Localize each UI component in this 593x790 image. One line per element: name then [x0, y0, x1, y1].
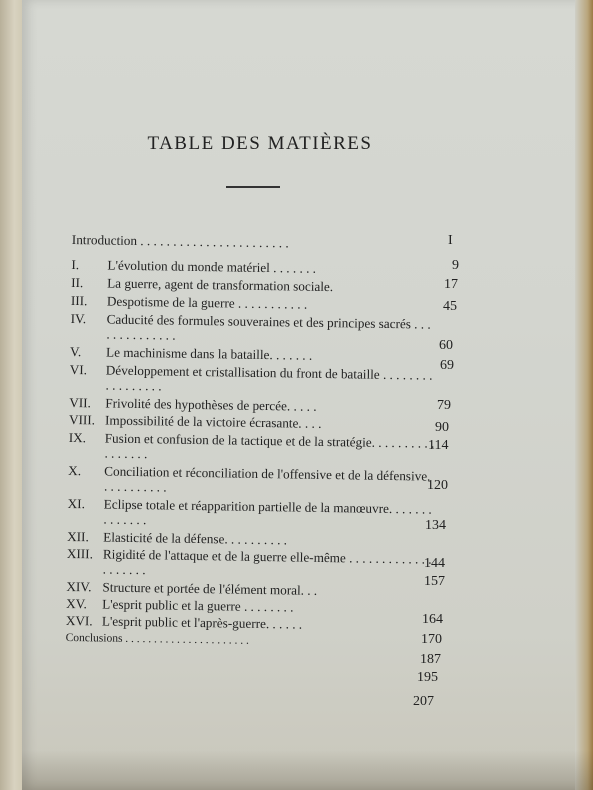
table-of-contents [65, 232, 437, 652]
toc-page-number: 207 [413, 694, 434, 709]
toc-entry [70, 311, 436, 347]
toc-entry-number: IV. [70, 310, 87, 327]
toc-entry-text: Despotisme de la guerre . . . . . . . . . . . [106, 293, 308, 312]
toc-entry [71, 275, 437, 296]
toc-entry-text: Caducité des formules souveraines et des principes sacrés . . . . . . . . . . . . . . [106, 311, 431, 343]
toc-entry [68, 430, 434, 466]
toc-page-number: 9 [452, 258, 459, 273]
toc-entry-text: La guerre, agent de transformation sociale. [107, 275, 334, 295]
toc-entry-text: Introduction . . . . . . . . . . . . . . . . . . . . . . . [71, 232, 289, 251]
toc-entry-number: XII. [67, 528, 89, 545]
toc-entry-number: XVI. [65, 612, 93, 629]
toc-entry [68, 463, 434, 499]
toc-entry-text: Conciliation et réconciliation de l'offensive et de la défensive. . . . . . . . . . . [103, 463, 431, 495]
page-edge [575, 0, 593, 790]
toc-entry-text: Conclusions . . . . . . . . . . . . . . . . . . . . . . [65, 631, 250, 647]
toc-page-number: 120 [427, 478, 448, 493]
toc-entry-text: Fusion et confusion de la tactique et de la stratégie. . . . . . . . . . . . . . . . . [104, 430, 435, 462]
toc-entry-number: VIII. [68, 411, 96, 428]
title-rule [226, 186, 280, 188]
toc-entry-number: XI. [67, 495, 86, 512]
toc-entry-number: I. [71, 256, 80, 273]
toc-entry [67, 496, 433, 532]
toc-entry [70, 344, 436, 365]
toc-entry-text: L'évolution du monde matériel . . . . . . . [107, 257, 317, 276]
toc-page-number: 90 [435, 420, 449, 435]
toc-page-number: 134 [425, 518, 446, 533]
toc-entry-text: L'esprit public et la guerre . . . . . . . . [102, 596, 294, 615]
toc-entry [71, 293, 437, 314]
toc-entry [67, 546, 433, 582]
toc-entry-number: X. [68, 462, 82, 479]
toc-entry-text: Frivolité des hypothèses de percée. . . . . [105, 395, 317, 414]
book-spine [0, 0, 24, 790]
toc-entry-number: II. [71, 274, 84, 291]
toc-entry-number: IX. [68, 429, 87, 446]
toc-page-number: 45 [443, 299, 457, 314]
toc-entry-number: VII. [69, 394, 92, 411]
toc-entry-text: Elasticité de la défense. . . . . . . . . . [103, 529, 288, 548]
toc-entry-number: XIV. [66, 578, 92, 595]
toc-page-number: 187 [420, 652, 441, 667]
toc-page-number: 170 [421, 632, 442, 647]
page-shadow [22, 750, 593, 790]
toc-page-number: I [448, 233, 453, 248]
toc-page-number: 157 [424, 574, 445, 589]
toc-entry-number: III. [70, 292, 88, 309]
toc-entry-text: Structure et portée de l'élément moral. . . [102, 579, 318, 598]
toc-entry-text: Impossibilité de la victoire écrasante. . . . [104, 412, 322, 431]
toc-page-number: 164 [422, 612, 443, 627]
toc-entry-text: Rigidité de l'attaque et de la guerre elle-même . . . . . . . . . . . . . . . . . . . . [102, 546, 432, 578]
toc-page-number: 79 [437, 398, 451, 413]
toc-page-number: 69 [440, 358, 454, 373]
toc-entry [66, 613, 432, 634]
toc-entry-text: L'esprit public et l'après-guerre. . . . . . [101, 613, 303, 632]
toc-entry-number: VI. [69, 361, 88, 378]
toc-page-number: 195 [417, 670, 438, 685]
toc-entry-number: XV. [66, 595, 87, 612]
toc-page-number: 114 [428, 438, 449, 453]
toc-entry-text: Développement et cristallisation du front de bataille . . . . . . . . . . . . . . . . . [105, 362, 433, 394]
toc-page-number: 144 [424, 556, 445, 571]
toc-entry [71, 257, 437, 278]
toc-entry-number: XIII. [66, 545, 94, 562]
page-title: TABLE DES MATIÈRES [147, 133, 373, 154]
toc-entry [69, 362, 435, 398]
toc-entry-text: Le machinisme dans la bataille. . . . . . . [106, 344, 313, 363]
toc-page-number: 17 [444, 277, 458, 292]
toc-entry-text: Eclipse totale et réapparition partielle de la manœuvre. . . . . . . . . . . . . . [103, 496, 432, 528]
toc-entry-number: V. [70, 343, 82, 360]
toc-entry [69, 412, 435, 433]
toc-page-number: 60 [439, 338, 453, 353]
